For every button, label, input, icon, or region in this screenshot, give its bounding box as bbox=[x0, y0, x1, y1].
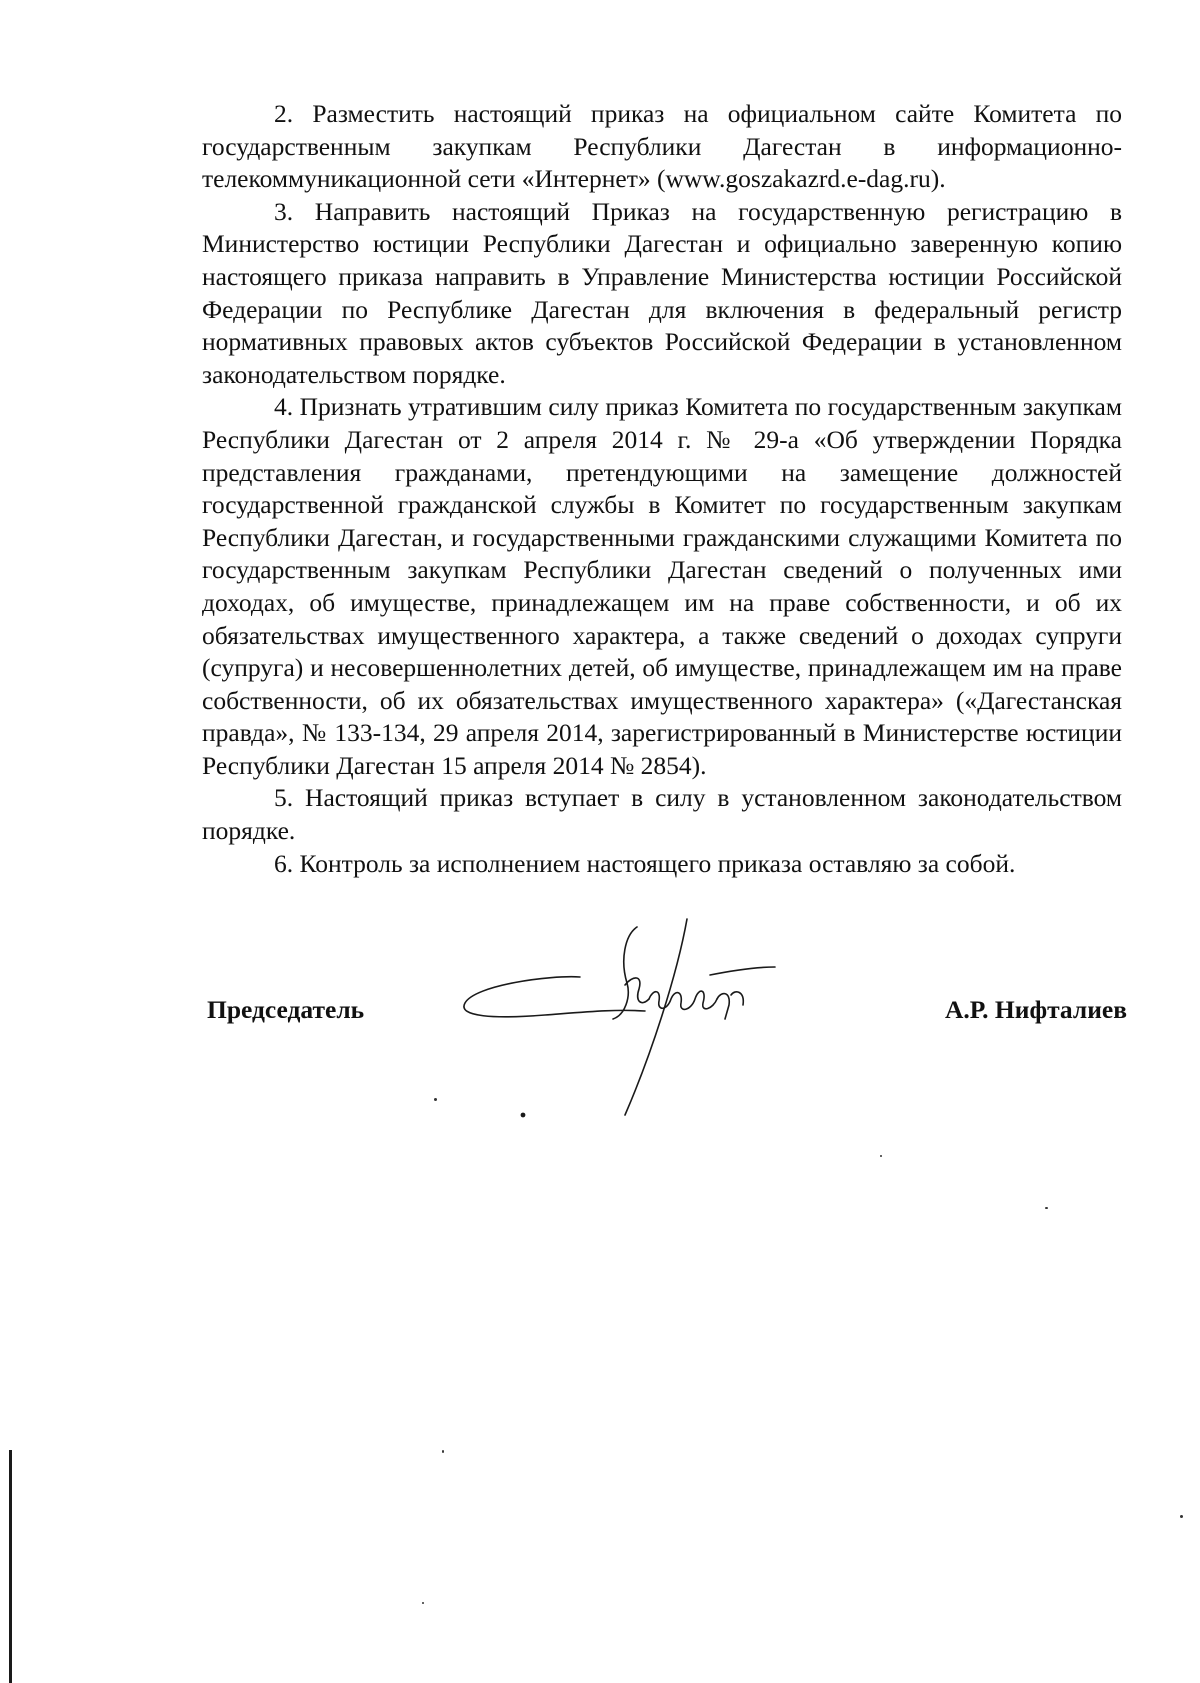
document-body bbox=[202, 98, 1122, 880]
paragraph-4-repeal: 4. Признать утратившим силу приказ Комитета по государственным закупкам Республики Дагестан от 2 апреля 2014 г. № 29-а «Об утверждении Порядка представления гражданами, претендующими на замещение должностей государственной гражданской службы в Комитет по государственным закупкам Республики Дагестан, и государственными гражданскими служащими Комитета по государственным закупкам Республики Дагестан сведений о полученных ими доходах, об имуществе, принадлежащем им на праве собственности, и об их обязательствах имущественного характера, а также сведений о доходах супруги (супруга) и несовершеннолетних детей, об имуществе, принадлежащем им на праве собственности, об их обязательствах имущественного характера» («Дагестанская правда», № 133-134, 29 апреля 2014, зарегистрированный в Министерстве юстиции Республики Дагестан 15 апреля 2014 № 2854). bbox=[202, 392, 1122, 780]
scan-speck bbox=[880, 1155, 882, 1157]
paragraph-2-publish: 2. Разместить настоящий приказ на официальном сайте Комитета по государственным закупкам Республики Дагестан в информационно-телекоммуникационной сети «Интернет» (www.goszakazrd.e-dag.ru). bbox=[202, 99, 1122, 194]
paragraph-5-effect: 5. Настоящий приказ вступает в силу в установленном законодательством порядке. bbox=[202, 783, 1122, 846]
scan-speck bbox=[422, 1602, 424, 1604]
scan-speck bbox=[442, 1450, 444, 1453]
signatory-name: А.Р. Нифталиев bbox=[945, 995, 1127, 1024]
ink-dot bbox=[521, 1113, 526, 1118]
scan-edge-line bbox=[9, 1450, 12, 1683]
scan-speck bbox=[1045, 1207, 1048, 1209]
handwritten-signature bbox=[455, 915, 795, 1125]
paragraph-6-control: 6. Контроль за исполнением настоящего приказа оставляю за собой. bbox=[274, 848, 1016, 878]
scan-speck bbox=[1180, 1515, 1183, 1518]
scan-speck bbox=[434, 1098, 437, 1101]
paragraph-3-registration: 3. Направить настоящий Приказ на государственную регистрацию в Министерство юстиции Республики Дагестан и официально заверенную копию настоящего приказа направить в Управление Министерства юстиции Российской Федерации по Республике Дагестан для включения в федеральный регистр нормативных правовых актов субъектов Российской Федерации в установленном законодательством порядке. bbox=[202, 196, 1122, 389]
signatory-title: Председатель bbox=[207, 995, 365, 1024]
